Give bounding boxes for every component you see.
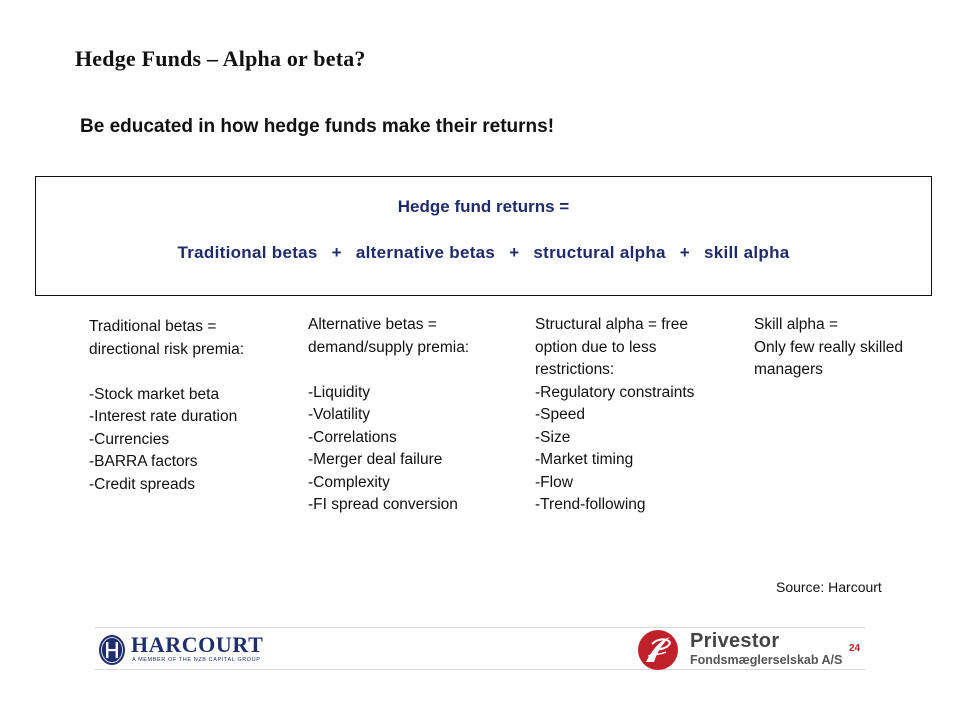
list-item: -Interest rate duration xyxy=(89,408,238,425)
list-item: -Speed xyxy=(535,406,585,423)
list-item: -Market timing xyxy=(535,451,634,468)
column-heading-line: Only few really skilled xyxy=(754,338,904,356)
formula-term-skill: skill alpha xyxy=(704,243,790,262)
formula-plus: + xyxy=(679,243,690,262)
formula-plus: + xyxy=(331,243,342,262)
formula-term-structural: structural alpha xyxy=(533,243,666,262)
formula-term-traditional: Traditional betas xyxy=(177,243,318,262)
column-heading-line: Structural alpha = free xyxy=(535,316,688,333)
privestor-subtitle: Fondsmæglerselskab A/S xyxy=(690,653,843,667)
harcourt-emblem-icon xyxy=(98,634,126,666)
list-item: -Liquidity xyxy=(308,383,371,401)
list-item: -Size xyxy=(535,428,571,446)
list-item: -Correlations xyxy=(308,428,397,446)
harcourt-wordmark: HARCOURT xyxy=(131,632,264,657)
page-number: 24 xyxy=(849,643,861,654)
list-item: -Flow xyxy=(535,473,573,491)
slide-title: Hedge Funds – Alpha or beta? xyxy=(75,46,366,71)
column-alternative-betas xyxy=(308,314,469,517)
list-item: -Merger deal failure xyxy=(308,451,443,468)
column-structural-alpha xyxy=(535,314,694,517)
column-heading-line: Alternative betas = xyxy=(308,316,437,333)
privestor-emblem-icon xyxy=(636,628,680,672)
column-heading-line: Skill alpha = xyxy=(754,316,839,333)
formula-box xyxy=(35,176,932,296)
list-item: -FI spread conversion xyxy=(308,496,458,513)
column-skill-alpha xyxy=(754,314,903,382)
column-heading-line: managers xyxy=(754,361,823,378)
slide-subtitle: Be educated in how hedge funds make their returns! xyxy=(80,116,555,137)
source-note: Source: Harcourt xyxy=(776,579,882,595)
harcourt-logo xyxy=(98,632,264,669)
list-item: -Credit spreads xyxy=(89,475,195,493)
list-item: -BARRA factors xyxy=(89,453,198,470)
formula-heading: Hedge fund returns = xyxy=(397,197,570,216)
formula-equation xyxy=(36,243,931,263)
privestor-logo xyxy=(636,628,856,672)
list-item: -Regulatory constraints xyxy=(535,383,695,401)
column-traditional-betas xyxy=(89,316,244,496)
column-heading-line: option due to less xyxy=(535,338,657,356)
harcourt-tagline: A MEMBER OF THE NZB CAPITAL GROUP xyxy=(132,657,261,663)
list-item: -Currencies xyxy=(89,430,170,448)
list-item: -Trend-following xyxy=(535,496,646,513)
column-heading-line: demand/supply premia: xyxy=(308,338,470,356)
column-heading-line: restrictions: xyxy=(535,361,615,378)
privestor-wordmark: Privestor xyxy=(690,630,780,652)
column-heading-line: Traditional betas = xyxy=(89,318,217,335)
formula-plus: + xyxy=(509,243,520,262)
list-item: -Complexity xyxy=(308,473,390,491)
list-item: -Volatility xyxy=(308,406,371,423)
column-heading-line: directional risk premia: xyxy=(89,340,245,358)
list-item: -Stock market beta xyxy=(89,385,220,403)
formula-term-alternative: alternative betas xyxy=(355,243,496,262)
